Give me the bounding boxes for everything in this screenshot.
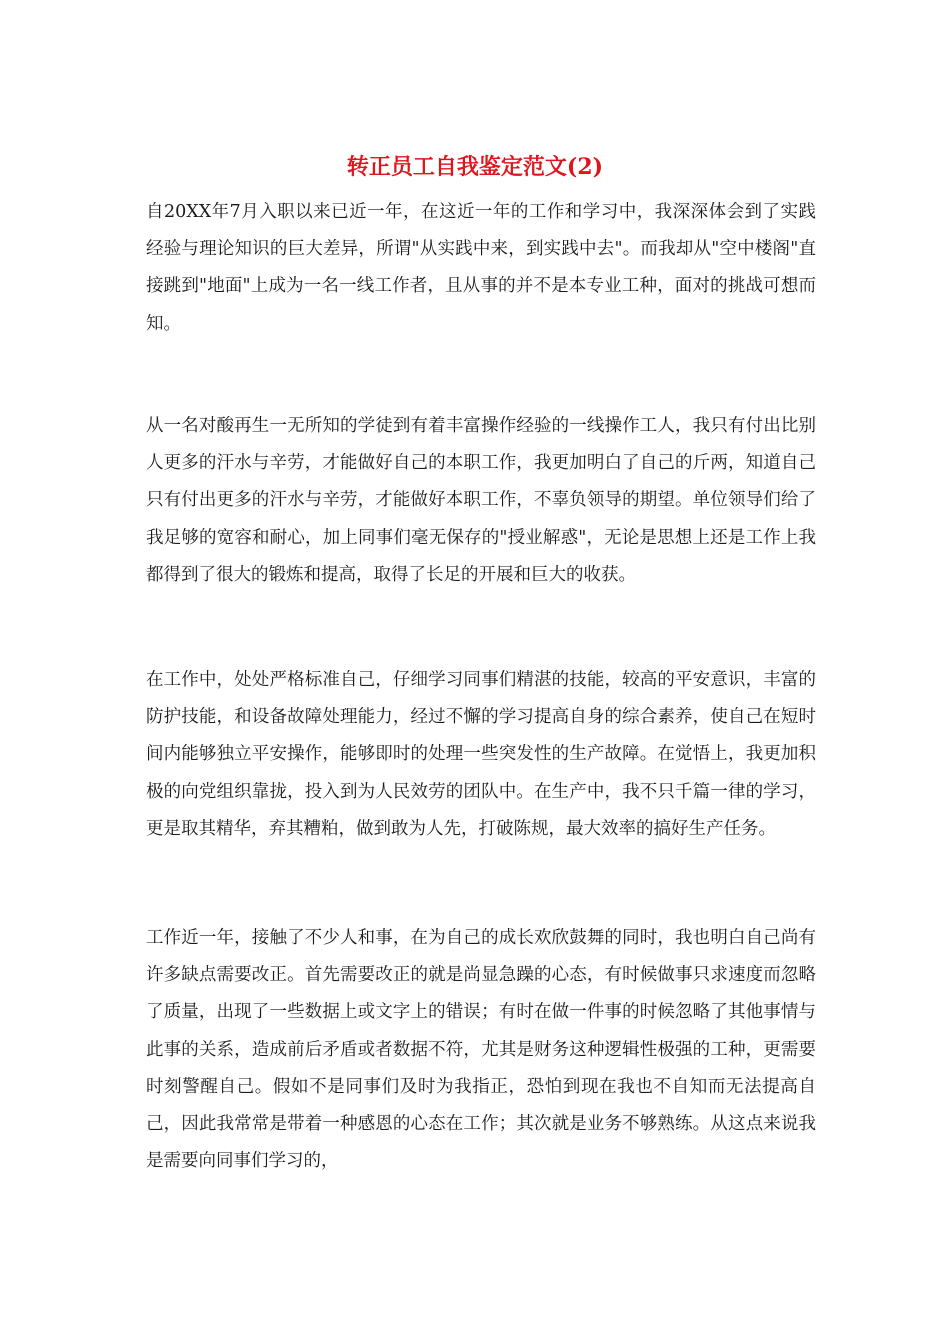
paragraph-4: 工作近一年，接触了不少人和事，在为自己的成长欢欣鼓舞的同时，我也明白自己尚有许多缺点需要改正。首先需要改正的就是尚显急躁的心态，有时候做事只求速度而忽略了质量，出现了一些数据上或文字上的错误；有时在做一件事的时候忽略了其他事情与此事的关系，造成前后矛盾或者数据不符，尤其是财务这种逻辑性极强的工种，更需要时刻警醒自己。假如不是同事们及时为我指正，恐怕到现在我也不自知而无法提高自己，因此我常常是带着一种感恩的心态在工作；其次就是业务不够熟练。从这点来说我是需要向同事们学习的， — [146, 928, 816, 1172]
paragraph-1: 自20XX年7月入职以来已近一年，在这近一年的工作和学习中，我深深体会到了实践经验与理论知识的巨大差异，所谓"从实践中来，到实践中去"。而我却从"空中楼阁"直接跳到"地面"上成为一名一线工作者，且从事的并不是本专业工种，面对的挑战可想而知。 — [146, 202, 816, 334]
paragraph-2: 从一名对酸再生一无所知的学徒到有着丰富操作经验的一线操作工人，我只有付出比别人更多的汗水与辛劳，才能做好自己的本职工作，我更加明白了自己的斤两，知道自己只有付出更多的汗水与辛劳，才能做好本职工作，不辜负领导的期望。单位领导们给了我足够的宽容和耐心，加上同事们毫无保存的"授业解惑"，无论是思想上还是工作上我都得到了很大的锻炼和提高，取得了长足的开展和巨大的收获。 — [146, 416, 816, 585]
paragraph-3: 在工作中，处处严格标准自己，仔细学习同事们精湛的技能，较高的平安意识，丰富的防护技能，和设备故障处理能力，经过不懈的学习提高自身的综合素养，使自己在短时间内能够独立平安操作，能够即时的处理一些突发性的生产故障。在觉悟上，我更加积极的向党组织靠拢，投入到为人民效劳的团队中。在生产中，我不只千篇一律的学习，更是取其精华，弃其糟粕，做到敢为人先，打破陈规，最大效率的搞好生产任务。 — [146, 670, 816, 839]
document-title: 转正员工自我鉴定范文(2) — [346, 154, 604, 180]
